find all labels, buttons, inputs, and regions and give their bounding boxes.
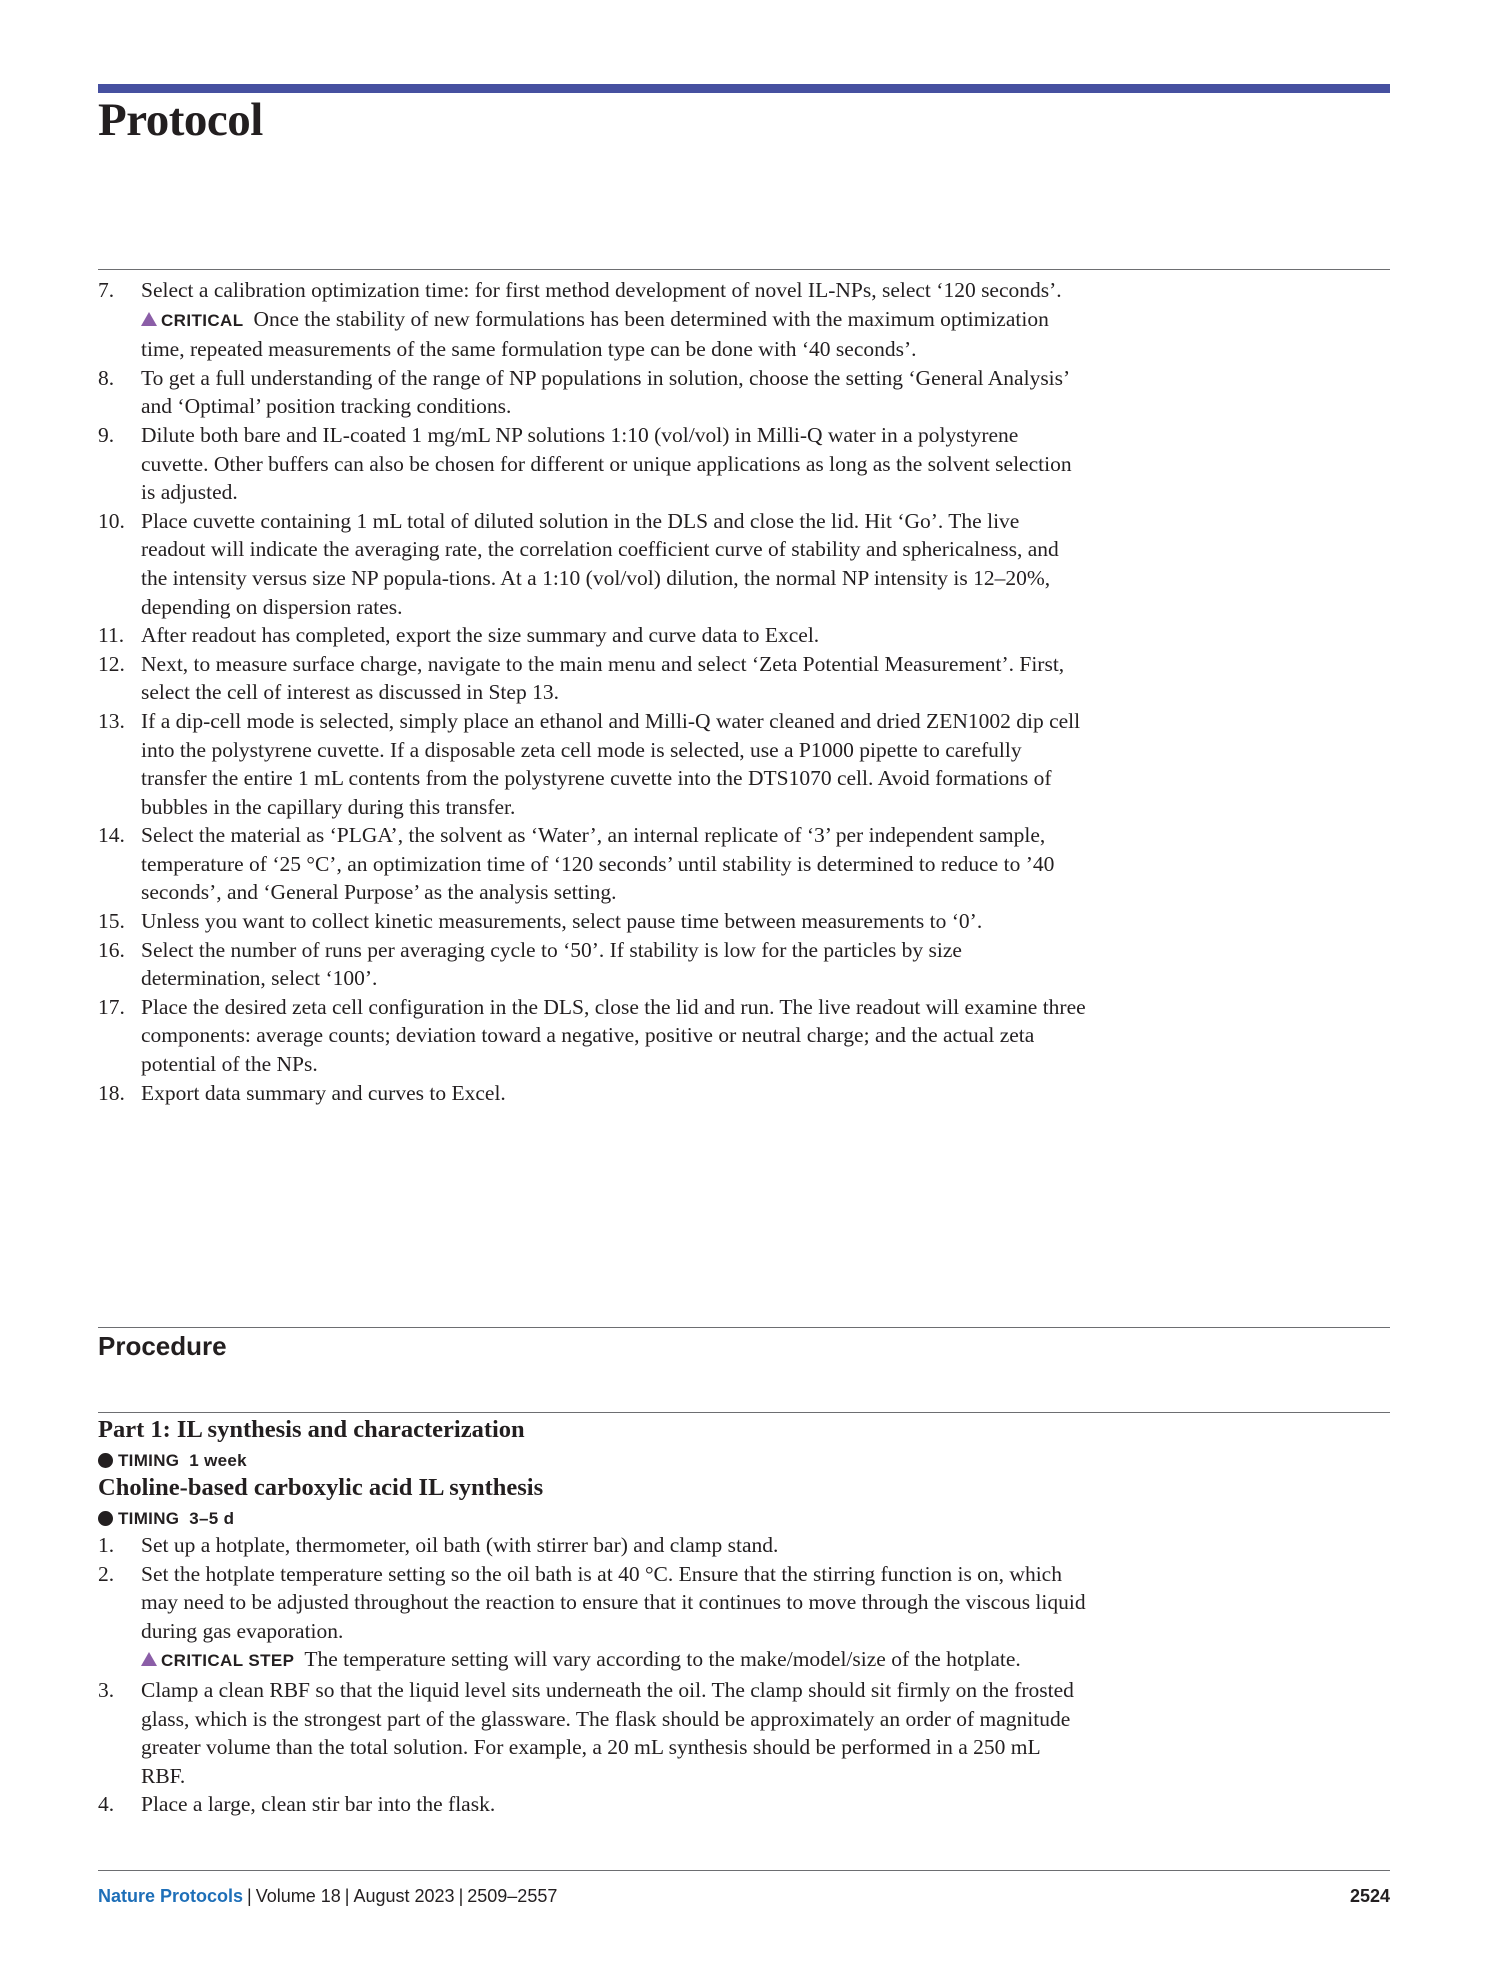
section-heading: Procedure <box>98 1331 227 1361</box>
timing-bullet-icon <box>98 1453 113 1468</box>
critical-text: Once the stability of new formulations has been determined with the maximum optimization time, repeated measurements of the same formulation type can be done with ‘40 seconds’. <box>141 306 1049 362</box>
critical-note <box>141 1645 1088 1676</box>
part-timing: TIMING 1 week <box>98 1451 247 1471</box>
list-item: 16. Select the number of runs per averaging cycle to ‘50’. If stability is low for the particles by size determination, select ‘100’. <box>98 937 962 991</box>
step-text: Set up a hotplate, thermometer, oil bath (with stirrer bar) and clamp stand. <box>141 1533 779 1557</box>
footer-citation: Nature Protocols | Volume 18 | August 2023 | 2509–2557 <box>98 1886 558 1906</box>
list-item: 17. Place the desired zeta cell configuration in the DLS, close the lid and run. The live readout will examine three components: average counts; deviation toward a negative, positive or neutral charge; and the actual zeta potential of the NPs. <box>98 994 1086 1077</box>
critical-text: The temperature setting will vary according to the make/model/size of the hotplate. <box>304 1647 1021 1672</box>
divider-part <box>98 1412 1390 1413</box>
step-text: Set the hotplate temperature setting so the oil bath is at 40 °C. Ensure that the stirring function is on, which may need to be adjusted throughout the reaction to ensure that it continues to move through the viscous liquid during gas evaporation. <box>141 1561 1086 1643</box>
step-text: Next, to measure surface charge, navigate to the main menu and select ‘Zeta Potential Measurement’. First, select the cell of interest as discussed in Step 13. <box>141 651 1065 705</box>
divider-procedure <box>98 1327 1390 1328</box>
part-heading: Part 1: IL synthesis and characterization <box>98 1416 525 1443</box>
step-text: Place cuvette containing 1 mL total of diluted solution in the DLS and close the lid. Hit ‘Go’. The live readout will indicate the averaging rate, the correlation coefficient curve of stability and sphericalness, and the intensity versus size NP popula-tions. At a 1:10 (vol/vol) dilution, the normal NP intensity is 12–20%, depending on dispersion rates. <box>141 508 1059 619</box>
step-text: Dilute both bare and IL-coated 1 mg/mL NP solutions 1:10 (vol/vol) in Milli-Q water in a polystyrene cuvette. Other buffers can also be chosen for different or unique applications as long as the solvent selection is adjusted. <box>141 422 1072 505</box>
journal-link[interactable]: Nature Protocols <box>98 1886 244 1906</box>
step-list-analysis <box>98 276 1088 1107</box>
step-text: Unless you want to collect kinetic measurements, select pause time between measurements to ‘0’. <box>141 909 983 934</box>
list-item: 10. Place cuvette containing 1 mL total of diluted solution in the DLS and close the lid. Hit ‘Go’. The live readout will indicate the averaging rate, the correlation coefficient curve of stability and sphericalness, and the intensity versus size NP popula-tions. At a 1:10 (vol/vol) dilution, the normal NP intensity is 12–20%, depending on dispersion rates. <box>98 508 1059 619</box>
step-text: To get a full understanding of the range of NP populations in solution, choose the setting ‘General Analysis’ and ‘Optimal’ position tracking conditions. <box>141 365 1069 419</box>
list-item: 9. Dilute both bare and IL-coated 1 mg/mL NP solutions 1:10 (vol/vol) in Milli-Q water in a polystyrene cuvette. Other buffers can also be chosen for different or unique applications as long as the solvent selection is adjusted. <box>98 422 1072 505</box>
divider-top <box>98 269 1390 270</box>
step-text: Select the number of runs per averaging cycle to ‘50’. If stability is low for the particles by size determination, select ‘100’. <box>141 937 962 991</box>
step-list-synthesis <box>98 1531 1088 1819</box>
step-text: If a dip-cell mode is selected, simply place an ethanol and Milli-Q water cleaned and dried ZEN1002 dip cell into the polystyrene cuvette. If a disposable zeta cell mode is selected, use a P1000 pipette to carefully transfer the entire 1 mL contents from the polystyrene cuvette into the DTS1070 cell. Avoid formations of bubbles in the capillary during this transfer. <box>141 708 1081 819</box>
footer-volume: Volume 18 <box>255 1886 341 1906</box>
step-text: Clamp a clean RBF so that the liquid level sits underneath the oil. The clamp should sit firmly on the frosted glass, which is the strongest part of the glassware. The flask should be approximately an order of magnitude greater volume than the total solution. For example, a 20 mL synthesis should be performed in a 250 mL RBF. <box>141 1677 1074 1788</box>
page-title: Protocol <box>98 94 263 146</box>
list-item: 11. After readout has completed, export the size summary and curve data to Excel. <box>98 623 820 648</box>
sub-heading: Choline-based carboxylic acid IL synthesis <box>98 1474 544 1501</box>
list-item: 4. Place a large, clean stir bar into the flask. <box>98 1792 496 1817</box>
step-text: Select the material as ‘PLGA’, the solvent as ‘Water’, an internal replicate of ‘3’ per independent sample, temperature of ‘25 °C’, an optimization time of ‘120 seconds’ until stability is determined to reduce to ’40 seconds’, and ‘General Purpose’ as the analysis setting. <box>141 823 1055 905</box>
list-item: 13. If a dip-cell mode is selected, simply place an ethanol and Milli-Q water cleaned and dried ZEN1002 dip cell into the polystyrene cuvette. If a disposable zeta cell mode is selected, use a P1000 pipette to carefully transfer the entire 1 mL contents from the polystyrene cuvette into the DTS1070 cell. Avoid formations of bubbles in the capillary during this transfer. <box>98 708 1081 819</box>
list-item: 7. Select a calibration optimization time: for first method development of novel IL-NPs, select ‘120 seconds’. CRITICAL Once the stability of new formulations has been determined with the maximum optimization time, repeated measurements of the same formulation type can be done with ‘40 seconds’. <box>98 276 1088 364</box>
timing-bullet-icon <box>98 1511 113 1526</box>
critical-triangle-icon <box>141 1652 157 1666</box>
step-text: Place the desired zeta cell configuration in the DLS, close the lid and run. The live readout will examine three components: average counts; deviation toward a negative, positive or neutral charge; and the actual zeta potential of the NPs. <box>141 994 1086 1077</box>
list-item: 15. Unless you want to collect kinetic measurements, select pause time between measurements to ‘0’. <box>98 909 983 934</box>
step-text: Select a calibration optimization time: for first method development of novel IL-NPs, select ‘120 seconds’. <box>141 278 1062 302</box>
sub-timing: TIMING 3–5 d <box>98 1509 234 1529</box>
list-item: 2. Set the hotplate temperature setting so the oil bath is at 40 °C. Ensure that the stirring function is on, which may need to be adjusted throughout the reaction to ensure that it continues to move through the viscous liquid during gas evaporation. CRITICAL STEP The temperature setting will vary according to the make/model/size of the hotplate. <box>98 1560 1088 1676</box>
footer-date: August 2023 <box>353 1886 455 1906</box>
critical-triangle-icon <box>141 312 157 326</box>
step-text: Place a large, clean stir bar into the flask. <box>141 1792 496 1817</box>
header-accent-bar <box>98 84 1390 93</box>
critical-label: CRITICAL STEP <box>161 1651 295 1671</box>
list-item: 3. Clamp a clean RBF so that the liquid level sits underneath the oil. The clamp should sit firmly on the frosted glass, which is the strongest part of the glassware. The flask should be approximately an order of magnitude greater volume than the total solution. For example, a 20 mL synthesis should be performed in a 250 mL RBF. <box>98 1677 1074 1788</box>
footer-pages: 2509–2557 <box>467 1886 558 1906</box>
step-text: Export data summary and curves to Excel. <box>141 1080 506 1105</box>
page-number: 2524 <box>1349 1886 1390 1906</box>
list-item: 12. Next, to measure surface charge, navigate to the main menu and select ‘Zeta Potential Measurement’. First, select the cell of interest as discussed in Step 13. <box>98 651 1065 705</box>
list-item: 18. Export data summary and curves to Excel. <box>98 1080 506 1105</box>
divider-footer <box>98 1870 1390 1871</box>
step-text: After readout has completed, export the size summary and curve data to Excel. <box>141 623 820 648</box>
critical-label: CRITICAL <box>161 310 244 330</box>
list-item: 14. Select the material as ‘PLGA’, the solvent as ‘Water’, an internal replicate of ‘3’ per independent sample, temperature of ‘25 °C’, an optimization time of ‘120 seconds’ until stability is determined to reduce to ’40 seconds’, and ‘General Purpose’ as the analysis setting. <box>98 823 1055 905</box>
critical-note <box>141 305 1088 364</box>
list-item: 1. Set up a hotplate, thermometer, oil bath (with stirrer bar) and clamp stand. <box>98 1533 779 1557</box>
list-item: 8. To get a full understanding of the range of NP populations in solution, choose the setting ‘General Analysis’ and ‘Optimal’ position tracking conditions. <box>98 365 1069 419</box>
